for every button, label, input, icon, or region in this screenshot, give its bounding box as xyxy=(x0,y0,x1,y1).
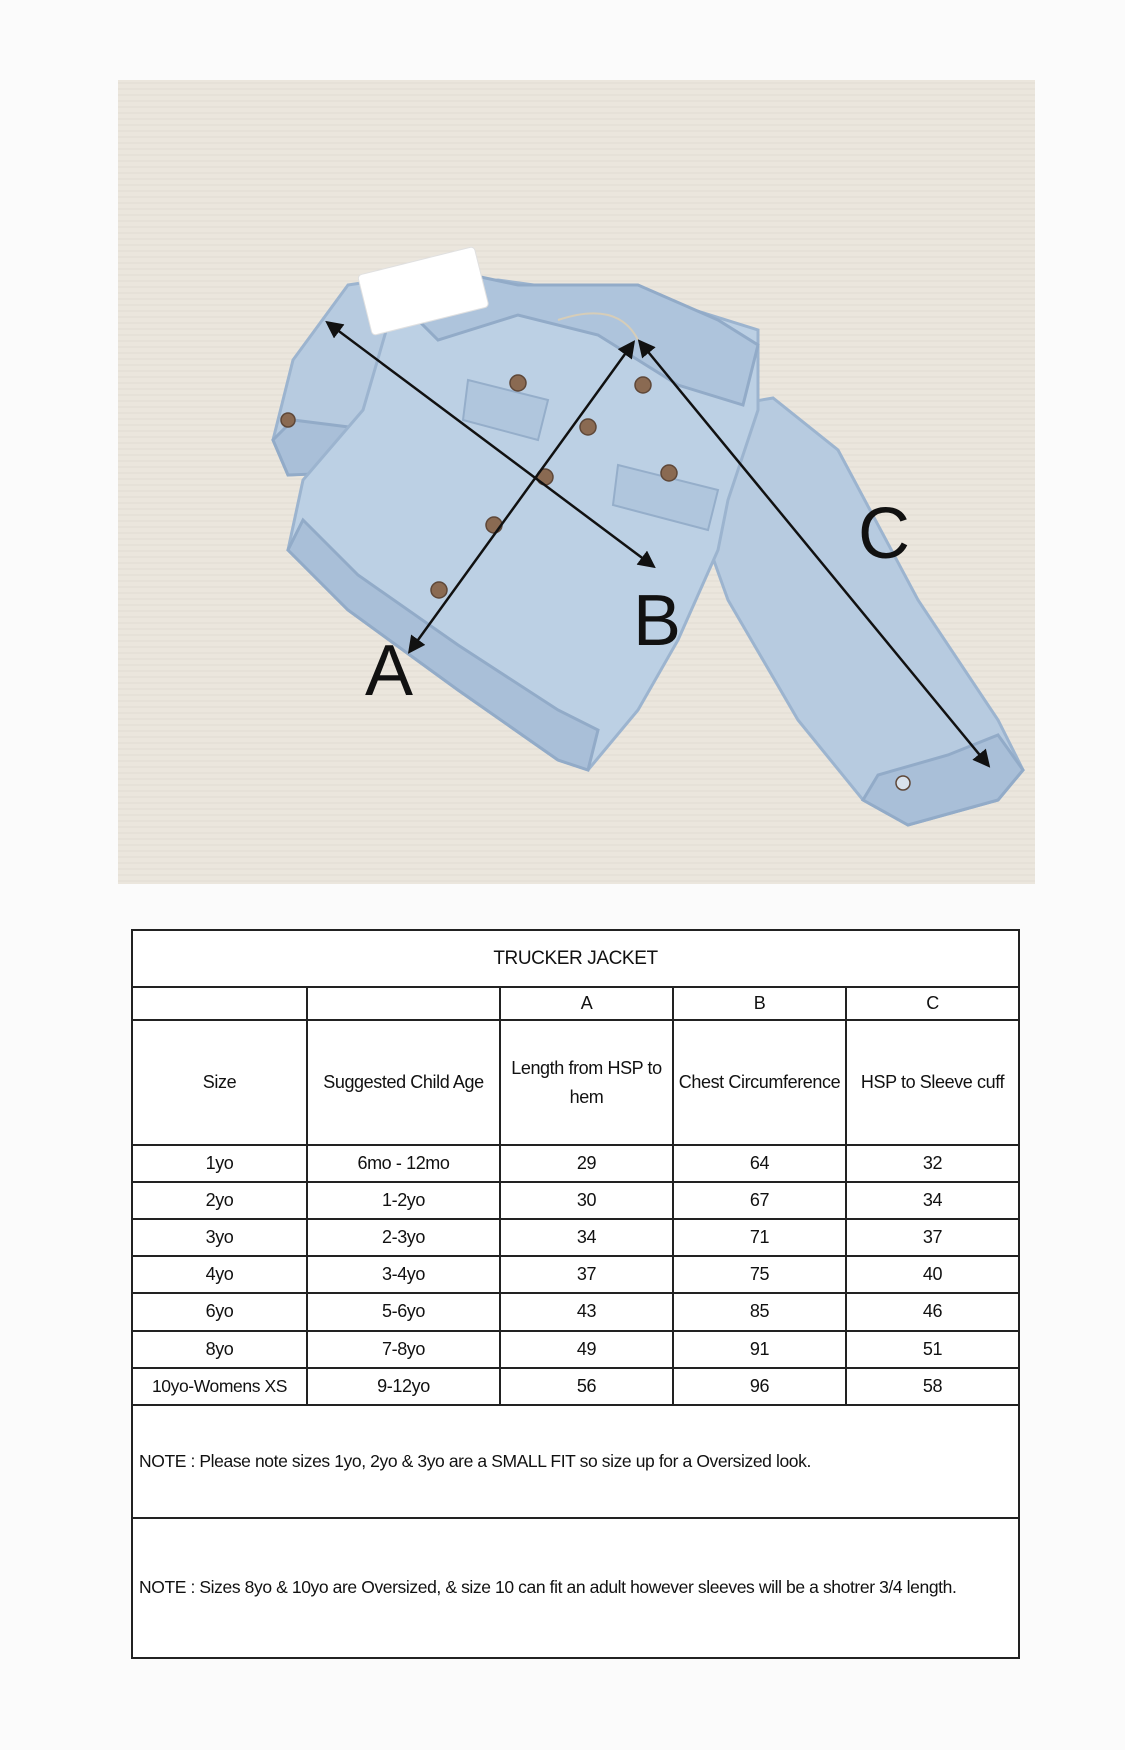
cell-age: 1-2yo xyxy=(307,1182,500,1219)
cell-a: 56 xyxy=(500,1368,673,1405)
cell-size: 1yo xyxy=(132,1145,307,1182)
label-c: C xyxy=(858,494,910,574)
jacket-button xyxy=(510,375,526,391)
note-row xyxy=(132,1518,1019,1658)
column-header-row xyxy=(132,1020,1019,1145)
jacket-button xyxy=(580,419,596,435)
header-cell-empty xyxy=(132,987,307,1020)
cell-c: 32 xyxy=(846,1145,1019,1182)
note-row xyxy=(132,1405,1019,1518)
cell-size: 3yo xyxy=(132,1219,307,1256)
cell-age: 7-8yo xyxy=(307,1331,500,1368)
cell-age: 2-3yo xyxy=(307,1219,500,1256)
cell-size: 6yo xyxy=(132,1293,307,1330)
cell-a: 49 xyxy=(500,1331,673,1368)
cell-a: 43 xyxy=(500,1293,673,1330)
table-row xyxy=(132,1293,1019,1330)
measure-key-b: B xyxy=(673,987,846,1020)
cell-a: 37 xyxy=(500,1256,673,1293)
jacket-button xyxy=(896,776,910,790)
cell-a: 34 xyxy=(500,1219,673,1256)
cell-b: 85 xyxy=(673,1293,846,1330)
note-oversized: NOTE : Sizes 8yo & 10yo are Oversized, & size 10 can fit an adult however sleeves will be a shotrer 3/4 length. xyxy=(132,1518,1019,1658)
measure-key-c: C xyxy=(846,987,1019,1020)
header-age: Suggested Child Age xyxy=(307,1020,500,1145)
header-cell-empty xyxy=(307,987,500,1020)
cell-age: 5-6yo xyxy=(307,1293,500,1330)
measure-key-row xyxy=(132,987,1019,1020)
jacket-button xyxy=(486,517,502,533)
cell-size: 10yo-Womens XS xyxy=(132,1368,307,1405)
cell-c: 46 xyxy=(846,1293,1019,1330)
note-small-fit: NOTE : Please note sizes 1yo, 2yo & 3yo are a SMALL FIT so size up for a Oversized look. xyxy=(132,1405,1019,1518)
cell-b: 67 xyxy=(673,1182,846,1219)
cell-size: 4yo xyxy=(132,1256,307,1293)
label-a: A xyxy=(365,631,414,711)
cell-c: 37 xyxy=(846,1219,1019,1256)
cell-b: 75 xyxy=(673,1256,846,1293)
measure-key-a: A xyxy=(500,987,673,1020)
header-length: Length from HSP to hem xyxy=(500,1020,673,1145)
table-row xyxy=(132,1182,1019,1219)
jacket-measurement-photo xyxy=(118,80,1035,884)
cell-size: 2yo xyxy=(132,1182,307,1219)
header-size: Size xyxy=(132,1020,307,1145)
jacket-button xyxy=(635,377,651,393)
table-title: TRUCKER JACKET xyxy=(132,930,1019,987)
jacket-button xyxy=(661,465,677,481)
cell-c: 40 xyxy=(846,1256,1019,1293)
jacket-button xyxy=(431,582,447,598)
cell-b: 96 xyxy=(673,1368,846,1405)
table-row xyxy=(132,1368,1019,1405)
table-row xyxy=(132,1219,1019,1256)
table-row xyxy=(132,1331,1019,1368)
jacket-button xyxy=(281,413,295,427)
cell-age: 6mo - 12mo xyxy=(307,1145,500,1182)
cell-age: 3-4yo xyxy=(307,1256,500,1293)
cell-a: 30 xyxy=(500,1182,673,1219)
label-b: B xyxy=(633,581,682,661)
table-row xyxy=(132,1256,1019,1293)
cell-a: 29 xyxy=(500,1145,673,1182)
cell-c: 34 xyxy=(846,1182,1019,1219)
header-chest: Chest Circumference xyxy=(673,1020,846,1145)
size-chart-table xyxy=(131,929,1020,1659)
table-title-row xyxy=(132,930,1019,987)
header-sleeve: HSP to Sleeve cuff xyxy=(846,1020,1019,1145)
cell-b: 91 xyxy=(673,1331,846,1368)
cell-age: 9-12yo xyxy=(307,1368,500,1405)
cell-b: 71 xyxy=(673,1219,846,1256)
table-row xyxy=(132,1145,1019,1182)
cell-c: 51 xyxy=(846,1331,1019,1368)
cell-c: 58 xyxy=(846,1368,1019,1405)
cell-b: 64 xyxy=(673,1145,846,1182)
cell-size: 8yo xyxy=(132,1331,307,1368)
